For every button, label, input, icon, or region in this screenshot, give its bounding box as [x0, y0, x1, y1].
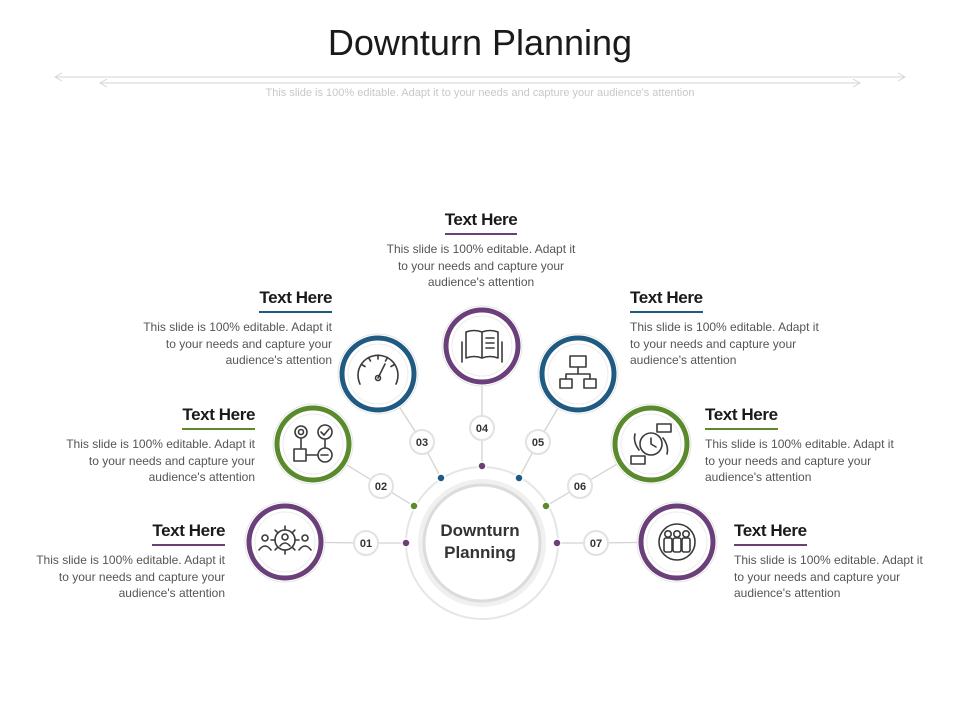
item-03-heading: Text Here	[259, 288, 332, 313]
item-04-heading: Text Here	[445, 210, 518, 235]
number-badge-label: 01	[359, 538, 373, 550]
hub-dot	[478, 462, 486, 470]
slide-title: Downturn Planning	[327, 22, 633, 63]
item-06-description: This slide is 100% editable. Adapt it to your needs and capture your audience's attention	[705, 437, 894, 484]
item-06-text	[705, 405, 905, 486]
item-07-text	[734, 521, 934, 602]
node-circle-inner	[283, 414, 343, 474]
item-04-text	[380, 210, 582, 291]
node-03	[338, 334, 445, 482]
item-07-heading: Text Here	[734, 521, 807, 546]
node-circle-inner	[255, 512, 315, 572]
hub-dot	[402, 539, 410, 547]
hub-dot	[553, 539, 561, 547]
node-circle-inner	[348, 344, 408, 404]
number-badge-label: 05	[531, 437, 545, 449]
item-06-heading: Text Here	[705, 405, 778, 430]
hub-dot	[542, 502, 550, 510]
hub-dot	[515, 474, 523, 482]
node-05	[515, 334, 618, 482]
node-02	[273, 404, 418, 510]
item-02-description: This slide is 100% editable. Adapt it to your needs and capture your audience's attention	[66, 437, 255, 484]
number-badge-label: 06	[573, 481, 587, 493]
node-06	[542, 404, 691, 510]
center-label-line1: Downturn	[440, 521, 520, 540]
title-divider	[55, 73, 905, 87]
item-05-heading: Text Here	[630, 288, 703, 313]
center-label	[420, 520, 540, 564]
item-01-heading: Text Here	[152, 521, 225, 546]
item-05-description: This slide is 100% editable. Adapt it to your needs and capture your audience's attention	[630, 320, 819, 367]
hub-dot	[437, 474, 445, 482]
item-03-description: This slide is 100% editable. Adapt it to your needs and capture your audience's attention	[143, 320, 332, 367]
number-badge-label: 03	[415, 437, 429, 449]
hub-dot	[410, 502, 418, 510]
item-07-description: This slide is 100% editable. Adapt it to your needs and capture your audience's attention	[734, 553, 923, 600]
node-circle-inner	[647, 512, 707, 572]
item-05-text	[630, 288, 830, 369]
item-02-heading: Text Here	[182, 405, 255, 430]
number-badge-label: 07	[589, 538, 603, 550]
item-03-text	[132, 288, 332, 369]
center-label-line2: Planning	[444, 543, 516, 562]
item-01-text	[25, 521, 225, 602]
item-02-text	[55, 405, 255, 486]
slide-subtitle: This slide is 100% editable. Adapt it to your needs and capture your audience's attention	[265, 87, 695, 99]
number-badge-label: 02	[374, 481, 388, 493]
item-01-description: This slide is 100% editable. Adapt it to your needs and capture your audience's attention	[36, 553, 225, 600]
item-04-description: This slide is 100% editable. Adapt it to your needs and capture your audience's attention	[386, 242, 576, 289]
number-badge-label: 04	[475, 423, 489, 435]
